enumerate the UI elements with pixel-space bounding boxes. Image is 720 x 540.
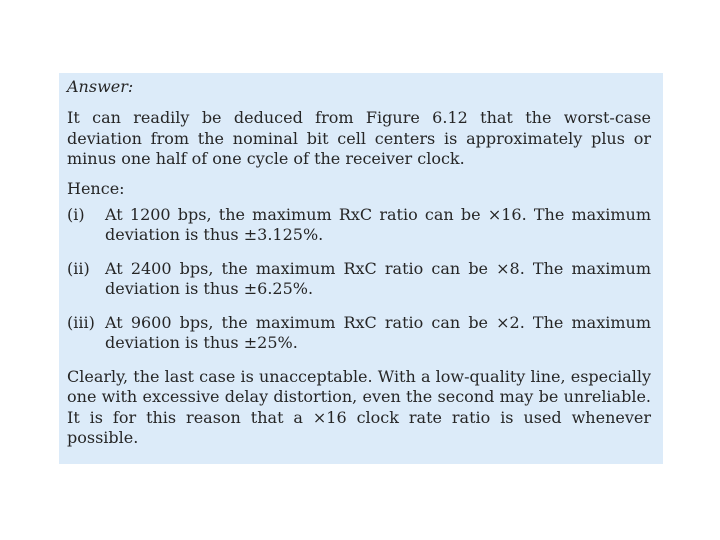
item-number: (i) <box>67 204 85 224</box>
list-item <box>67 313 651 354</box>
answer-box <box>59 73 663 464</box>
item-number: (ii) <box>67 258 90 278</box>
conclusion-paragraph: Clearly, the last case is unacceptable. With a low-quality line, especially one with excessive delay distortion, even the second may be unreliable. It is for this reason that a ×16 clock rate ratio is used whenever possible. <box>67 366 651 447</box>
hence-label: Hence: <box>67 178 125 198</box>
answer-heading: Answer: <box>67 77 134 96</box>
item-text: At 9600 bps, the maximum RxC ratio can be ×2. The maximum deviation is thus ±25%. <box>105 312 651 352</box>
item-number: (iii) <box>67 312 95 332</box>
intro-paragraph: It can readily be deduced from Figure 6.12 that the worst-case deviation from the nominal bit cell centers is approximately plus or minus one half of one cycle of the receiver clock. <box>67 108 651 168</box>
list-item <box>67 259 651 300</box>
item-text: At 2400 bps, the maximum RxC ratio can be ×8. The maximum deviation is thus ±6.25%. <box>105 258 651 298</box>
list-item <box>67 205 651 246</box>
item-text: At 1200 bps, the maximum RxC ratio can be ×16. The maximum deviation is thus ±3.125%. <box>105 204 651 244</box>
